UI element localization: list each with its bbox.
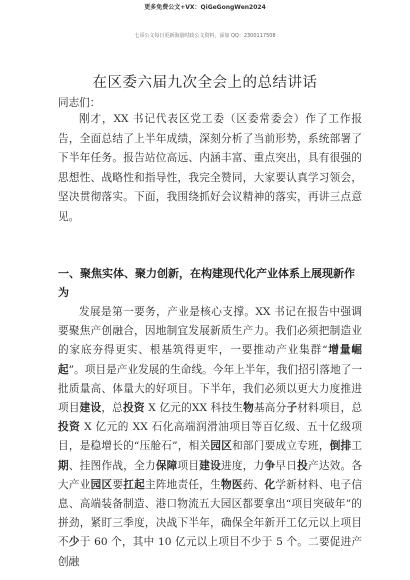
section-heading-1: 一、聚焦实体、聚力创新，在构建现代化产业体系上展现新作为 [58, 267, 355, 299]
bold-run: 园区 [210, 440, 233, 453]
bold-run: 投 [297, 459, 308, 472]
bold-run: 投资 [123, 402, 145, 415]
text-run: X 亿元的XX 科技生 [144, 402, 244, 415]
bold-run: 期 [58, 459, 69, 472]
text-run: 发展是第一要务，产业是核心支撑。XX 书记在报告中强调要聚焦产创融合，因地制宜发展新质生产力。我们必须把制造业的家底夯得更实、根基筑得更牢，一要推动产业集群“ [58, 306, 362, 357]
paragraph-section-1 [58, 303, 362, 572]
bold-run: 争 [264, 459, 276, 472]
greeting: 同志们： [58, 97, 101, 109]
text-run: 产达效。各大产业 [58, 459, 363, 491]
bold-run: 园区 [90, 478, 113, 491]
bold-run: 投资 [58, 421, 81, 434]
text-run: 学新材料、电子信息、高端装备制造、港口物流五大园区都要拿出“项目突破年”的拼劲，紧盯三季度，决战下半年，确保全年新开工亿元以上项目不 [58, 478, 363, 549]
bold-run: 化 [264, 478, 276, 491]
paragraph-intro: 刚才，XX 书记代表区党工委（区委常委会）作了工作报告，全面总结了上半年成绩，深刻分析了当前形势，系统部署了下半年任务。报告站位高远、内涵丰富、重点突出，具有很强的思想性、战略性和指导性，我完全赞同，大家要认真学习领会，坚决贯彻落实。下面，我围绕抓好会议精神的落实，再讲三点意见。 [58, 113, 362, 223]
bold-run: 子 [286, 402, 298, 415]
text-run: ”。项目是产业发展的生命线。今年上半年，我们招引落地了一批质量高、体量大的好项目。下半年，我们必须以更大力度推进项目 [58, 363, 362, 415]
bold-run: 物医 [221, 478, 243, 491]
text-run: X 亿元的 XX 石化高端润滑油项目等百亿级、五十亿级项目，是稳增长的“压舱石”，相关 [58, 421, 363, 453]
text-run: 进度，力 [221, 459, 265, 472]
text-run: 早日 [275, 459, 298, 472]
watermark-header: 更多免费公文+VX：QiGeGongWen2024 [144, 4, 266, 11]
text-run: 、挂图作战，全力 [68, 459, 156, 472]
text-run: 主阵地责任，生 [144, 478, 222, 491]
text-run: 基高分 [253, 402, 287, 415]
text-run: 于 60 个，其中 10 亿元以上项目不少于 5 个。二要促进产创融 [58, 536, 363, 568]
bold-run: 少 [68, 536, 80, 549]
text-run: 要 [112, 478, 124, 491]
text-run: 和部门要成立专班， [232, 440, 330, 453]
text-run: ，总 [101, 402, 124, 415]
bold-run: 增量崛起 [58, 344, 362, 376]
bold-run: 保障 [155, 459, 178, 472]
watermark-subheader: 七哥公文每日更新海量时政公文资料，添加 QQ：2300117508 [134, 33, 276, 39]
bold-run: 物 [243, 402, 254, 415]
text-run: 工 [351, 440, 363, 453]
document-title: 在区委六届九次全会上的总结讲话 [92, 75, 318, 91]
bold-run: 建设 [199, 459, 222, 472]
bold-run: 建设 [79, 402, 102, 415]
text-run: 项目 [177, 459, 200, 472]
text-run: 材料项目，总 [297, 402, 363, 415]
bold-run: 扛起 [123, 478, 145, 491]
text-run: 药、 [242, 478, 265, 491]
bold-run: 倒排 [329, 440, 352, 453]
